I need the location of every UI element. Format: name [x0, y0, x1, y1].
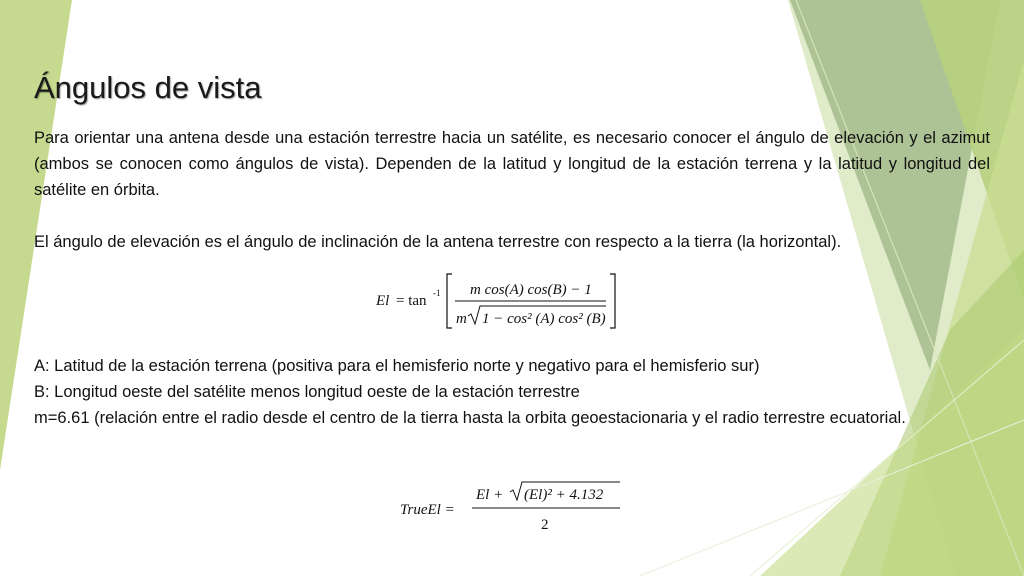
- formula-true-den: 2: [541, 517, 549, 533]
- formula-true-lhs: TrueEl =: [400, 502, 455, 518]
- formula-el-lhs: El: [376, 293, 390, 309]
- elevation-formula: [372, 266, 620, 334]
- intro-paragraph: Para orientar una antena desde una estación terrestre hacia un satélite, es necesario conocer el ángulo de elevación y el azimut (ambos se conocen como ángulos de vista). Dependen de la latitud y longitud de la estación terrena y la latitud y longitud del satélite en órbita.: [34, 129, 990, 199]
- formula-el-den-m: m: [456, 311, 467, 327]
- left-bracket: [447, 274, 452, 328]
- formula-true-radicand: (El)² + 4.132: [524, 487, 604, 503]
- formula-el-den-radicand: 1 − cos² (A) cos² (B): [482, 311, 606, 327]
- right-bracket: [610, 274, 615, 328]
- variable-definitions: [34, 353, 990, 431]
- elevation-definition: El ángulo de elevación es el ángulo de inclinación de la antena terrestre con respecto a la tierra (la horizontal).: [34, 233, 842, 251]
- definition-m: m=6.61 (relación entre el radio desde el centro de la tierra hasta la orbita geoestacionaria y el radio terrestre ecuatorial.: [34, 409, 906, 427]
- formula-el-numerator: m cos(A) cos(B) − 1: [470, 282, 592, 298]
- formula-el-fn: = tan: [396, 293, 427, 309]
- definition-a: A: Latitud de la estación terrena (positiva para el hemisferio norte y negativo para el hemisferio sur): [34, 357, 760, 375]
- slide-title: Ángulos de vista: [34, 70, 262, 105]
- formula-true-num-a: El +: [476, 487, 504, 503]
- true-elevation-formula: [398, 478, 624, 536]
- definition-b: B: Longitud oeste del satélite menos longitud oeste de la estación terrestre: [34, 383, 580, 401]
- formula-el-exp: -1: [433, 288, 441, 298]
